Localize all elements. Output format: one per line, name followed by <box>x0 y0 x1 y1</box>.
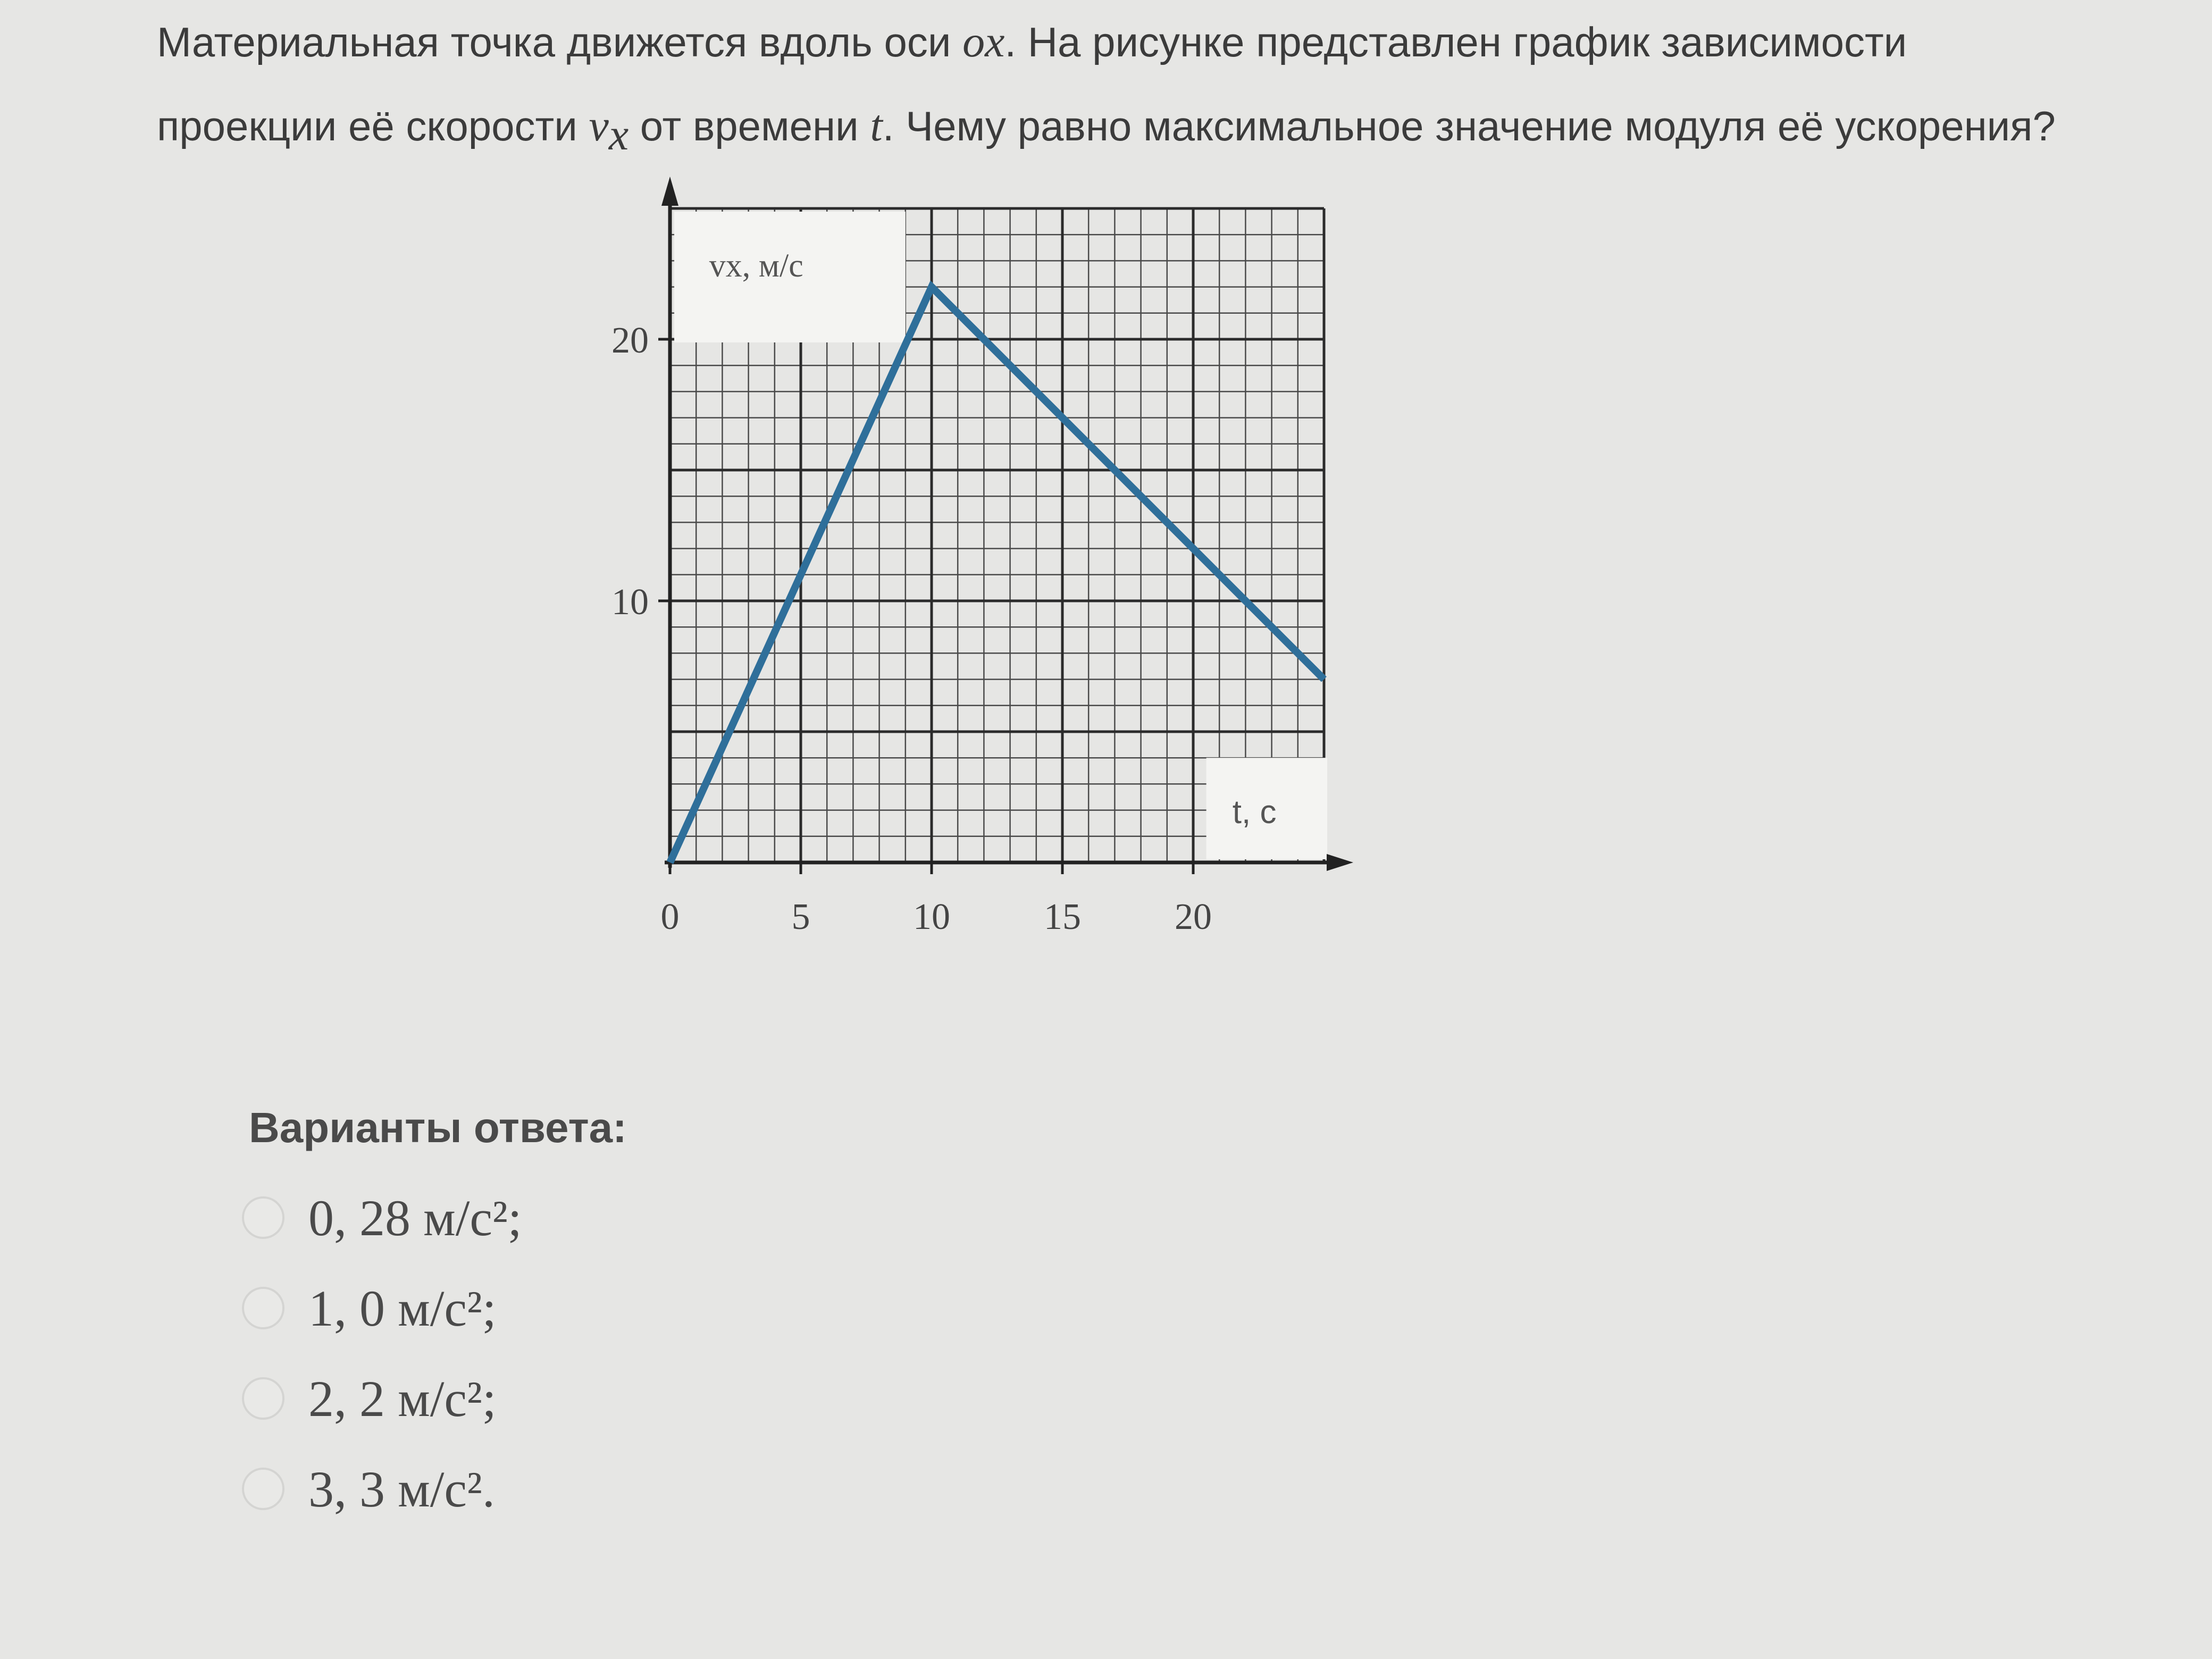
answer-option-label: 0, 28 м/с²; <box>308 1189 522 1246</box>
y-tick-label: 10 <box>611 582 649 623</box>
question-text-part: Материальная точка движется вдоль оси <box>157 19 963 65</box>
time-variable: t <box>870 101 883 150</box>
radio-button[interactable] <box>242 1287 284 1329</box>
answer-option-label: 1, 0 м/с²; <box>308 1279 497 1337</box>
y-tick-label: 20 <box>611 320 649 361</box>
x-axis-label: t, с <box>1232 794 1277 831</box>
x-tick-label: 20 <box>1175 896 1212 937</box>
y-axis-label: vx, м/с <box>709 247 803 284</box>
radio-button[interactable] <box>242 1377 284 1420</box>
velocity-subscript: x <box>608 110 629 160</box>
answer-option-1[interactable] <box>242 1178 522 1258</box>
velocity-time-chart <box>558 175 1356 973</box>
question-text <box>157 0 2151 182</box>
question-line-1 <box>157 0 2151 84</box>
x-tick-label: 0 <box>660 896 680 937</box>
x-tick-labels <box>661 896 1212 937</box>
answer-option-label: 3, 3 м/с². <box>308 1460 495 1518</box>
x-axis-arrow-icon <box>1327 854 1353 871</box>
velocity-variable: v <box>589 101 609 150</box>
y-tick-labels <box>611 320 649 623</box>
y-axis-arrow-icon <box>661 177 678 206</box>
chart-svg <box>558 175 1356 973</box>
axis-variable: ox <box>962 17 1005 66</box>
question-text-part: проекции её скорости <box>157 103 589 149</box>
x-tick-label: 10 <box>913 896 950 937</box>
question-text-part: от времени <box>629 103 870 149</box>
x-tick-label: 5 <box>791 896 810 937</box>
answers-title: Варианты ответа: <box>249 1104 627 1151</box>
question-text-part: . На рисунке представлен график зависимости <box>1004 19 1907 65</box>
radio-button[interactable] <box>242 1468 284 1510</box>
answer-option-4[interactable] <box>242 1449 495 1529</box>
question-line-2 <box>157 84 2151 182</box>
question-text-part: . Чему равно максимальное значение модуля её ускорения? <box>882 103 2056 149</box>
answer-option-3[interactable] <box>242 1359 496 1438</box>
x-tick-label: 15 <box>1044 896 1081 937</box>
answer-option-label: 2, 2 м/с²; <box>308 1370 497 1427</box>
radio-button[interactable] <box>242 1196 284 1239</box>
answer-option-2[interactable] <box>242 1268 496 1348</box>
